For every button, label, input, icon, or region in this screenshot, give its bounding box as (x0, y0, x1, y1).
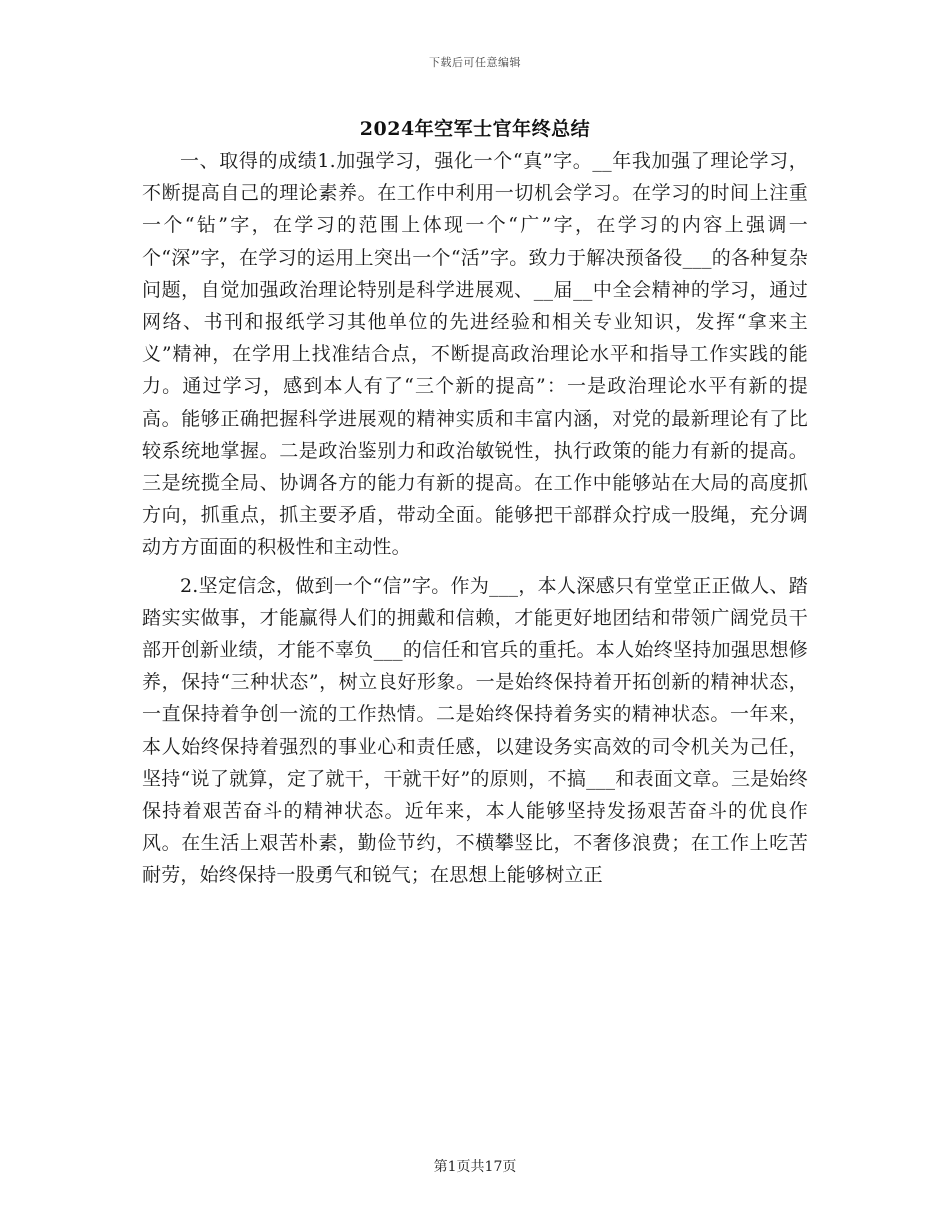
document-title: 2024年空军士官年终总结 (359, 118, 591, 140)
paragraph-firm-belief: 2.坚定信念，做到一个“信”字。作为___，本人深感只有堂堂正正做人、踏踏实实做事，才能赢得人们的拥戴和信赖，才能更好地团结和带领广阔党员干部开创新业绩，才能不辜负___的信任和官兵的重托。本人始终坚持加强思想修养，保持“三种状态”，树立良好形象。一是始终保持着开拓创新的精神状态，一直保持着争创一流的工作热情。二是始终保持着务实的精神状态。一年来，本人始终保持着强烈的事业心和责任感，以建设务实高效的司令机关为己任，坚持“说了就算，定了就干，干就干好”的原则，不搞___和表面文章。三是始终保持着艰苦奋斗的精神状态。近年来，本人能够坚持发扬艰苦奋斗的优良作风。在生活上艰苦朴素，勤俭节约，不横攀竖比，不奢侈浪费；在工作上吃苦耐劳，始终保持一股勇气和锐气；在思想上能够树立正 (142, 574, 808, 887)
page-number-footer: 第1页共17页 (433, 1159, 517, 1175)
document-body (142, 145, 808, 892)
download-note: 下载后可任意编辑 (429, 56, 521, 69)
paragraph-achievements-study: 一、取得的成绩1.加强学习，强化一个“真”字。__年我加强了理论学习，不断提高自己的理论素养。在工作中利用一切机会学习。在学习的时间上注重一个“钻”字，在学习的范围上体现一个“广”字，在学习的内容上强调一个“深”字，在学习的运用上突出一个“活”字。致力于解决预备役___的各种复杂问题，自觉加强政治理论特别是科学进展观、__届__中全会精神的学习，通过网络、书刊和报纸学习其他单位的先进经验和相关专业知识，发挥“拿来主义”精神，在学用上找准结合点，不断提高政治理论水平和指导工作实践的能力。通过学习，感到本人有了“三个新的提高”：一是政治理论水平有新的提高。能够正确把握科学进展观的精神实质和丰富内涵，对党的最新理论有了比较系统地掌握。二是政治鉴别力和政治敏锐性，执行政策的能力有新的提高。三是统揽全局、协调各方的能力有新的提高。在工作中能够站在大局的高度抓方向，抓重点，抓主要矛盾，带动全面。能够把干部群众拧成一股绳，充分调动方方面面的积极性和主动性。 (142, 150, 808, 559)
